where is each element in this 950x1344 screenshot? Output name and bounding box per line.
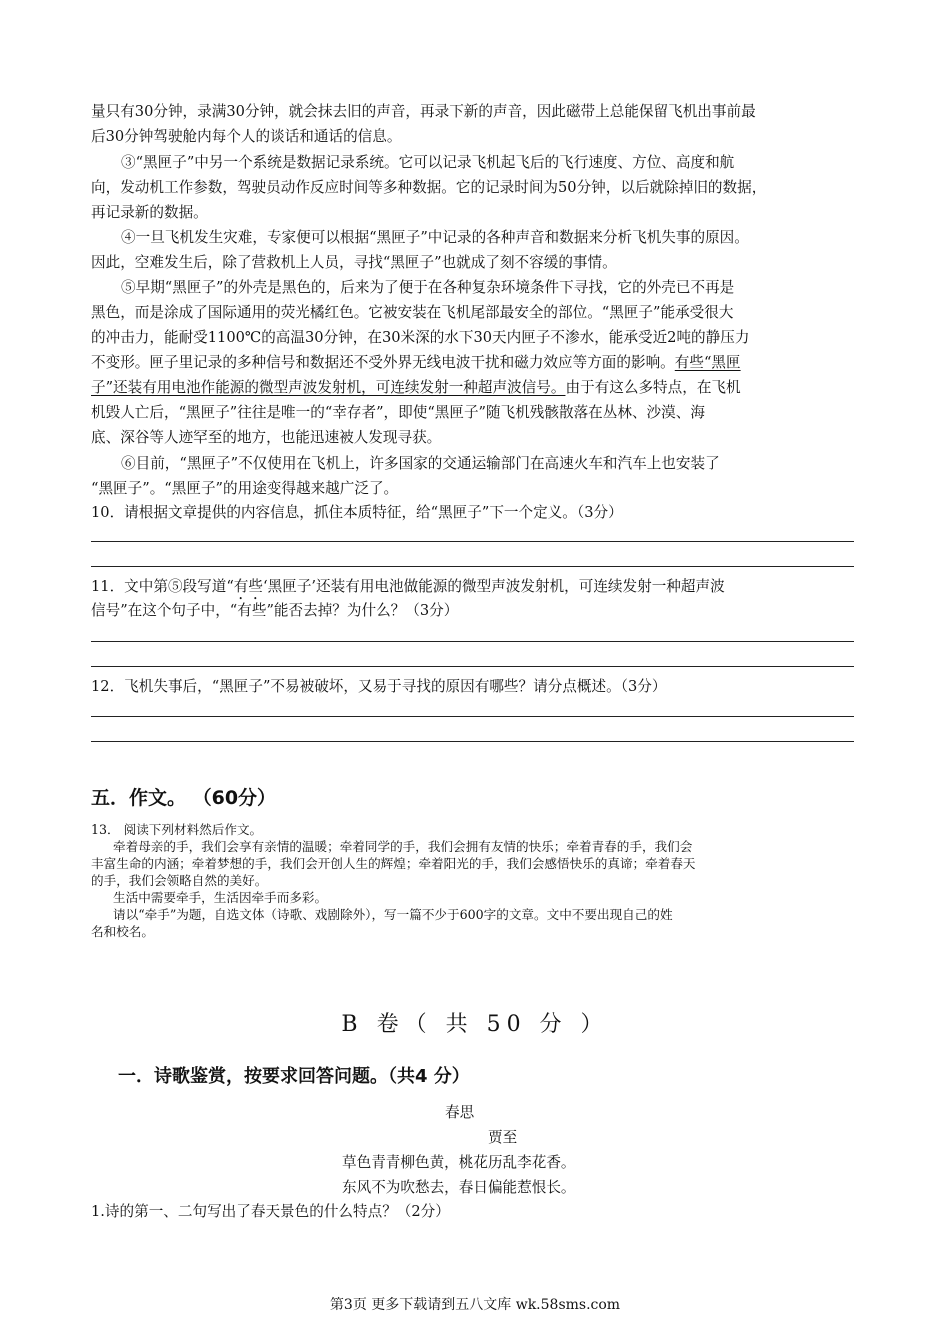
page-footer: 第3页 更多下载请到五八文库 wk.58sms.com bbox=[329, 1297, 621, 1313]
question-10: 10．请根据文章提供的内容信息，抓住本质特征，给“黑匣子”下一个定义。（3分） bbox=[91, 504, 623, 521]
answer-line bbox=[91, 741, 854, 742]
poem-line-2: 东风不为吹愁去，春日偏能惹恨长。 bbox=[342, 1179, 576, 1196]
question-11-line-2: 信号”在这个句子中，“有些”能否去掉？为什么？（3分） bbox=[91, 602, 459, 619]
answer-line bbox=[91, 566, 854, 567]
paragraph-6-line-2: “黑匣子”。“黑匣子”的用途变得越来越广泛了。 bbox=[91, 480, 399, 497]
paragraph-5-line-7: 底、深谷等人迹罕至的地方，也能迅速被人发现寻获。 bbox=[91, 429, 442, 446]
question-b1: 1.诗的第一、二句写出了春天景色的什么特点？（2分） bbox=[91, 1203, 450, 1220]
paragraph-5-line-5 bbox=[91, 375, 861, 400]
section-heading-poetry: 一．诗歌鉴赏，按要求回答问题。（共4 分） bbox=[118, 1066, 470, 1087]
question-13: 13． 阅读下列材料然后作文。 bbox=[91, 822, 263, 837]
answer-line bbox=[91, 641, 854, 642]
answer-line bbox=[91, 716, 854, 717]
paragraph-5-line-5-plain: 由于有这么多特点，在飞机 bbox=[565, 379, 741, 396]
paragraph-5-line-1: ⑤早期“黑匣子”的外壳是黑色的，后来为了便于在各种复杂环境条件下寻找，它的外壳已不再是 bbox=[121, 279, 735, 296]
requirement-line-2: 名和校名。 bbox=[91, 924, 154, 939]
poem-title: 春思 bbox=[445, 1104, 475, 1121]
material-line-3: 的手，我们会领略自然的美好。 bbox=[91, 873, 268, 888]
paragraph-5-line-3: 的冲击力，能耐受1100℃的高温30分钟，在30米深的水下30天内匣子不渗水，能承受近2吨的静压力 bbox=[91, 329, 750, 346]
paragraph-3-line-2: 向，发动机工作参数，驾驶员动作反应时间等多种数据。它的记录时间为50分钟，以后就除掉旧的数据， bbox=[91, 179, 767, 196]
paragraph-intro-line-1: 量只有30分钟，录满30分钟，就会抹去旧的声音，再录下新的声音，因此磁带上总能保留飞机出事前最 bbox=[91, 103, 756, 120]
question-12: 12．飞机失事后，“黑匣子”不易被破坏，又易于寻找的原因有哪些？请分点概述。（3分） bbox=[91, 678, 667, 695]
paragraph-5-line-6: 机毁人亡后，“黑匣子”往往是唯一的“幸存者”，即使“黑匣子”随飞机残骸散落在丛林、沙漠、海 bbox=[91, 404, 705, 421]
section-heading-composition: 五．作文。 （60分） bbox=[91, 787, 277, 809]
paragraph-4-line-2: 因此，空难发生后，除了营救机上人员，寻找“黑匣子”也就成了刻不容缓的事情。 bbox=[91, 254, 617, 271]
paragraph-5-line-4-plain: 不变形。匣子里记录的多种信号和数据还不受外界无线电波干扰和磁力效应等方面的影响。 bbox=[91, 354, 675, 371]
paragraph-5-line-2: 黑色，而是涂成了国际通用的荧光橘红色。它被安装在飞机尾部最安全的部位。“黑匣子”能承受很大 bbox=[91, 304, 734, 321]
paragraph-3-line-1: ③“黑匣子”中另一个系统是数据记录系统。它可以记录飞机起飞后的飞行速度、方位、高度和航 bbox=[121, 154, 735, 171]
material-line-2: 丰富生命的内涵；牵着梦想的手，我们会开创人生的辉煌；牵着阳光的手，我们会感悟快乐的真谛；牵着春天 bbox=[91, 856, 696, 871]
paragraph-4-line-1: ④一旦飞机发生灾难，专家便可以根据“黑匣子”中记录的各种声音和数据来分析飞机失事的原因。 bbox=[121, 229, 749, 246]
emphasized-word: 有些 bbox=[233, 578, 263, 595]
requirement-line-1: 请以“牵手”为题，自选文体（诗歌、戏剧除外），写一篇不少于600字的文章。文中不要出现自己的姓 bbox=[113, 907, 673, 922]
question-11-rest: ‘黑匣子’还装有用电池做能源的微型声波发射机，可连续发射一种超声波 bbox=[263, 578, 725, 595]
answer-line bbox=[91, 541, 854, 542]
question-11-prefix: 11．文中第⑤段写道“ bbox=[91, 578, 234, 595]
paragraph-5-line-4 bbox=[91, 350, 861, 375]
material-line-4: 生活中需要牵手，生活因牵手而多彩。 bbox=[113, 890, 328, 905]
answer-line bbox=[91, 666, 854, 667]
paragraph-6-line-1: ⑥目前，“黑匣子”不仅使用在飞机上，许多国家的交通运输部门在高速火车和汽车上也安装了 bbox=[121, 455, 720, 472]
paragraph-intro-line-2: 后30分钟驾驶舱内每个人的谈话和通话的信息。 bbox=[91, 128, 402, 145]
poem-line-1: 草色青青柳色黄，桃花历乱李花香。 bbox=[342, 1154, 576, 1171]
poem-author: 贾至 bbox=[488, 1129, 518, 1146]
underlined-sentence-end: 子”还装有用电池作能源的微型声波发射机，可连续发射一种超声波信号。 bbox=[91, 379, 566, 396]
underlined-sentence-start: 有些“黑匣 bbox=[674, 354, 741, 371]
material-line-1: 牵着母亲的手，我们会享有亲情的温暖；牵着同学的手，我们会拥有友情的快乐；牵着青春的手，我们会 bbox=[113, 839, 693, 854]
part-b-title: B 卷（ 共 50 分 ） bbox=[341, 1012, 609, 1037]
paragraph-3-line-3: 再记录新的数据。 bbox=[91, 204, 208, 221]
